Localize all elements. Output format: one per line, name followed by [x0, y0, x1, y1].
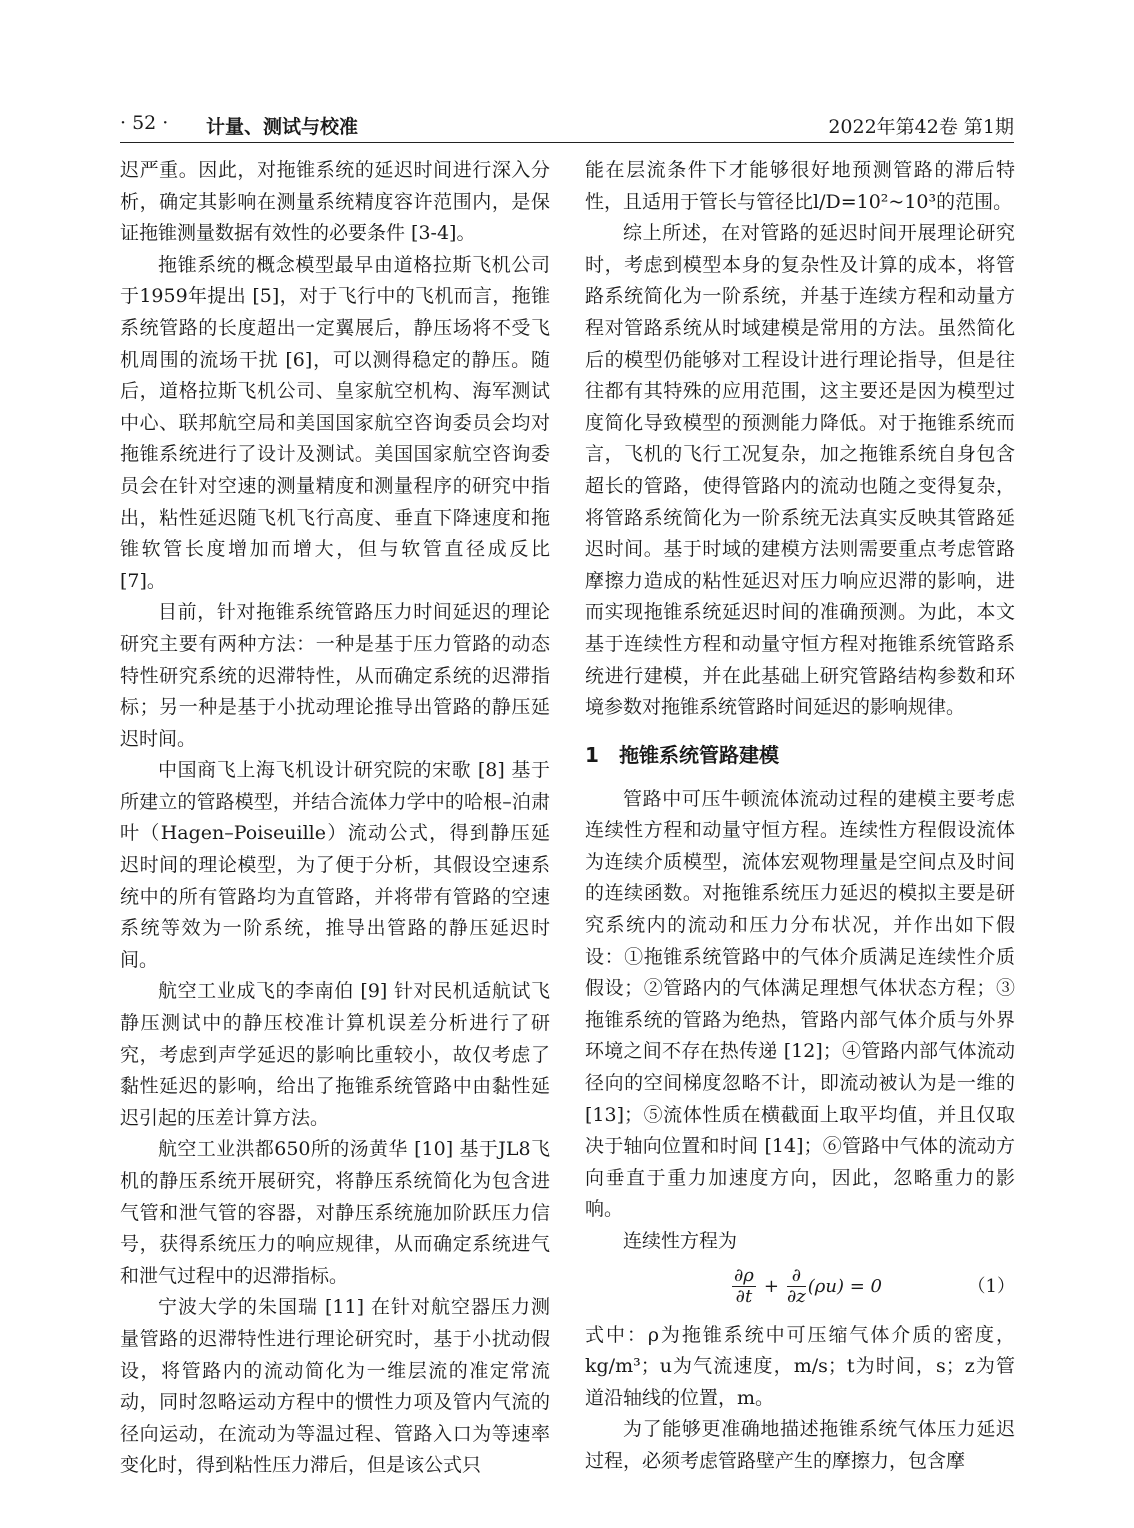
- fraction: [787, 1266, 806, 1307]
- paragraph: 式中：ρ为拖锥系统中可压缩气体介质的密度，kg/m³；u为气流速度，m/s；t为时间，s；z为管道沿轴线的位置，m。: [585, 1323, 1015, 1409]
- right-column: [585, 155, 1015, 1478]
- equation-expression: [730, 1266, 882, 1307]
- section-number: 1: [585, 742, 599, 767]
- fraction: [732, 1266, 756, 1307]
- paragraph: 航空工业洪都650所的汤黄华 [10] 基于JL8飞机的静压系统开展研究，将静压系统简化为包含进气管和泄气管的容器，对静压系统施加阶跃压力信号，获得系统压力的响应规律，从而确定系统进气和泄气过程中的迟滞指标。: [120, 1138, 550, 1287]
- issue-info: 2022年第42卷 第1期: [828, 116, 1014, 138]
- paragraph: 为了能够更准确地描述拖锥系统气体压力延迟过程，必须考虑管路壁产生的摩擦力，包含摩: [585, 1418, 1015, 1472]
- page-number: · 52 ·: [120, 112, 169, 134]
- journal-name: 计量、测试与校准: [206, 116, 359, 138]
- paragraph: 连续性方程为: [623, 1230, 738, 1252]
- equation-rest: (ρu) = 0: [807, 1275, 882, 1297]
- paragraph: 目前，针对拖锥系统管路压力时间延迟的理论研究主要有两种方法：一种是基于压力管路的动态特性研究系统的迟滞特性，从而确定系统的迟滞指标；另一种是基于小扰动理论推导出管路的静压延迟时间。: [120, 601, 550, 750]
- equation-number: （1）: [967, 1275, 1015, 1297]
- paragraph: 拖锥系统的概念模型最早由道格拉斯飞机公司于1959年提出 [5]，对于飞行中的飞机而言，拖锥系统管路的长度超出一定翼展后，静压场将不受飞机周围的流场干扰 [6]，可以测得稳定的静压。随后，道格拉斯飞机公司、皇家航空机构、海军测试中心、联邦航空局和美国国家航空咨询委员会均对拖锥系统进行了设计及测试。美国国家航空咨询委员会在针对空速的测量精度和测量程序的研究中指出，粘性延迟随飞机飞行高度、垂直下降速度和拖锥软管长度增加而增大，但与软管直径成反比 [7]。: [120, 253, 550, 592]
- paragraph: 迟严重。因此，对拖锥系统的延迟时间进行深入分析，确定其影响在测量系统精度容许范围内，是保证拖锥测量数据有效性的必要条件 [3-4]。: [120, 159, 550, 245]
- left-column: [120, 155, 550, 1482]
- paragraph: 能在层流条件下才能够很好地预测管路的滞后特性，且适用于管长与管径比l/D=10²~10³的范围。: [585, 159, 1015, 213]
- paragraph: 宁波大学的朱国瑞 [11] 在针对航空器压力测量管路的迟滞特性进行理论研究时，基于小扰动假设，将管路内的流动简化为一维层流的准定常流动，同时忽略运动方程中的惯性力项及管内气流的径向运动，在流动为等温过程、管路入口为等速率变化时，得到粘性压力滞后，但是该公式只: [120, 1296, 550, 1477]
- fraction-denominator: ∂t: [735, 1285, 753, 1307]
- fraction-numerator: ∂: [787, 1266, 806, 1287]
- paragraph: 管路中可压牛顿流体流动过程的建模主要考虑连续性方程和动量守恒方程。连续性方程假设流体为连续介质模型，流体宏观物理量是空间点及时间的连续函数。对拖锥系统压力延迟的模拟主要是研究系统内的流动和压力分布状况，并作出如下假设：①拖锥系统管路中的气体介质满足连续性介质假设；②管路内的气体满足理想气体状态方程；③拖锥系统的管路为绝热，管路内部气体介质与外界环境之间不存在热传递 [12]；④管路内部气体流动径向的空间梯度忽略不计，即流动被认为是一维的 [13]；⑤流体性质在横截面上取平均值，并且仅取决于轴向位置和时间 [14]；⑥管路中气体的流动方向垂直于重力加速度方向，因此，忽略重力的影响。: [585, 787, 1015, 1221]
- plus-sign: +: [763, 1275, 779, 1297]
- section-title: 拖锥系统管路建模: [619, 742, 779, 767]
- paragraph: 航空工业成飞的李南伯 [9] 针对民机适航试飞静压测试中的静压校准计算机误差分析进行了研究，考虑到声学延迟的影响比重较小，故仅考虑了黏性延迟的影响，给出了拖锥系统管路中由黏性延迟引起的压差计算方法。: [120, 980, 550, 1129]
- equation-1: [585, 1260, 1015, 1314]
- fraction-denominator: ∂z: [786, 1285, 806, 1307]
- running-header: [120, 112, 1014, 138]
- header-rule: [120, 142, 1014, 143]
- paragraph: 中国商飞上海飞机设计研究院的宋歌 [8] 基于所建立的管路模型，并结合流体力学中的哈根–泊肃叶（Hagen–Poiseuille）流动公式，得到静压延迟时间的理论模型，为了便于分析，其假设空速系统中的所有管路均为直管路，并将带有管路的空速系统等效为一阶系统，推导出管路的静压延迟时间。: [120, 759, 550, 971]
- fraction-numerator: ∂ρ: [734, 1264, 754, 1286]
- section-heading: [585, 738, 1015, 772]
- paragraph: 综上所述，在对管路的延迟时间开展理论研究时，考虑到模型本身的复杂性及计算的成本，将管路系统简化为一阶系统，并基于连续方程和动量方程对管路系统从时域建模是常用的方法。虽然简化后的模型仍能够对工程设计进行理论指导，但是往往都有其特殊的应用范围，这主要还是因为模型过度简化导致模型的预测能力降低。对于拖锥系统而言，飞机的飞行工况复杂，加之拖锥系统自身包含超长的管路，使得管路内的流动也随之变得复杂，将管路系统简化为一阶系统无法真实反映其管路延迟时间。基于时域的建模方法则需要重点考虑管路摩擦力造成的粘性延迟对压力响应迟滞的影响，进而实现拖锥系统延迟时间的准确预测。为此，本文基于连续性方程和动量守恒方程对拖锥系统管路系统进行建模，并在此基础上研究管路结构参数和环境参数对拖锥系统管路时间延迟的影响规律。: [585, 222, 1015, 719]
